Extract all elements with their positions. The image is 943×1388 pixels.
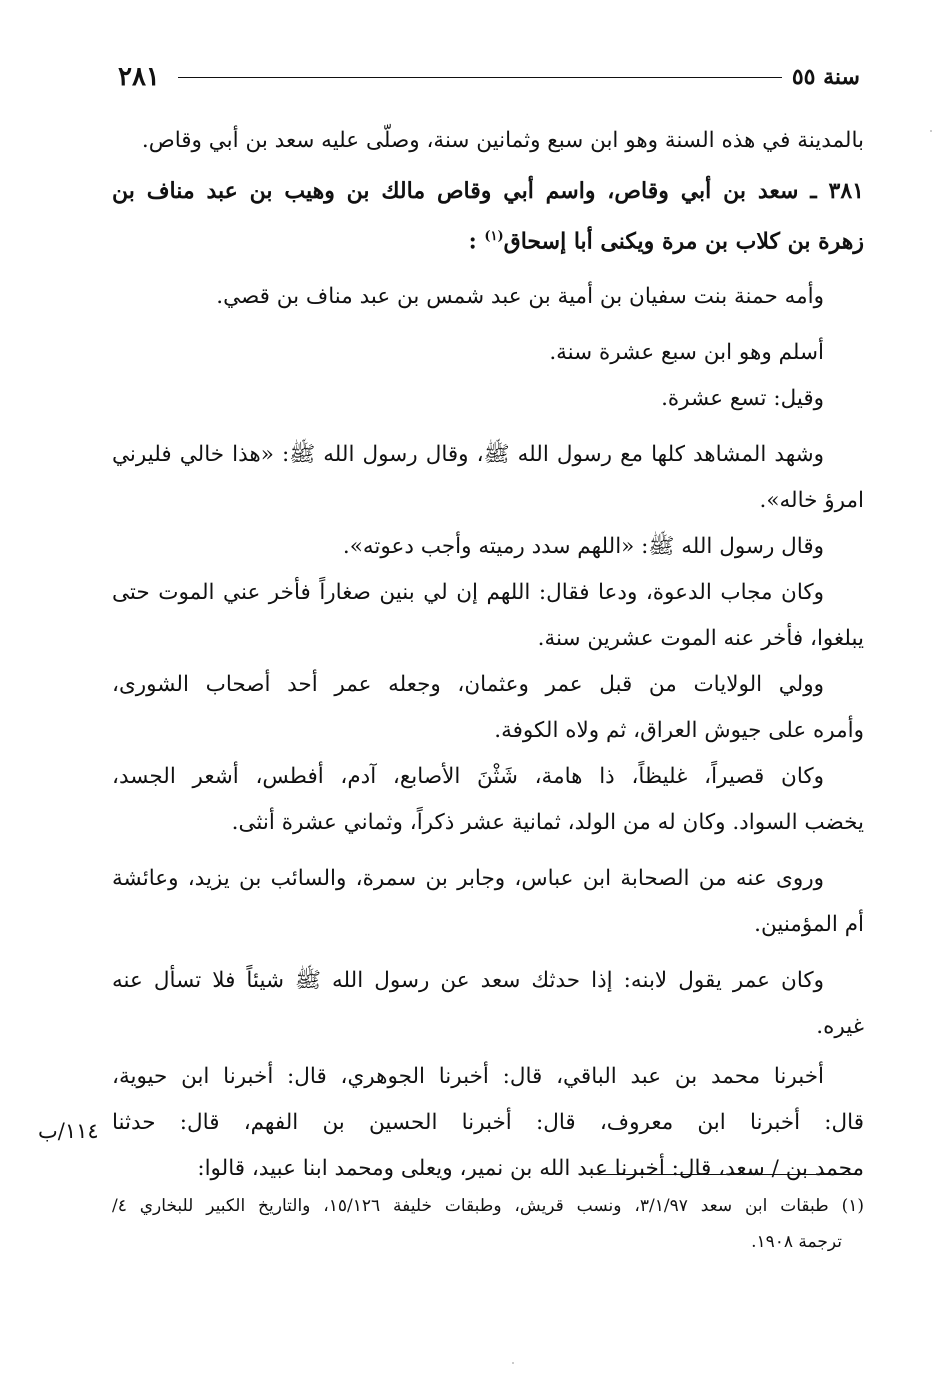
text-line: يبلغوا، فأخر عنه الموت عشرين سنة. <box>537 626 864 652</box>
text-line: وقال رسول الله ﷺ: «اللهم سدد رميته وأجب دعوته». <box>342 534 824 560</box>
text-line: وروى عنه من الصحابة ابن عباس، وجابر بن سمرة، والسائب بن يزيد، وعائشة <box>112 866 824 892</box>
scan-speck <box>512 1362 514 1364</box>
text-line: وكان عمر يقول لابنه: إذا حدثك سعد عن رسول الله ﷺ شيئاً فلا تسأل عنه <box>112 968 824 994</box>
footnote-reference: (١) <box>484 229 504 244</box>
text-line: غيره. <box>816 1014 864 1040</box>
text-line: بالمدينة في هذه السنة وهو ابن سبع وثمانين سنة، وصلّى عليه سعد بن أبي وقاص. <box>141 128 864 153</box>
text-line: وأمره على جيوش العراق، ثم ولاه الكوفة. <box>494 718 864 744</box>
header-rule <box>178 77 782 78</box>
text-line: محمد بن / سعد، قال: أخبرنا عبد الله بن نمير، ويعلى ومحمد ابنا عبيد، قالوا: <box>197 1156 864 1182</box>
text-line: وشهد المشاهد كلها مع رسول الله ﷺ، وقال رسول الله ﷺ: «هذا خالي فليرني <box>112 442 824 468</box>
text-line: وولي الولايات من قبل عمر وعثمان، وجعله عمر أحد أصحاب الشورى، <box>112 672 824 698</box>
running-head: سنة ٥٥ <box>791 64 860 90</box>
footnote-line: (١) طبقات ابن سعد ٣/١/٩٧، ونسب قريش، وطبقات خليفة ١٥/١٢٦، والتاريخ الكبير للبخاري ٤/ <box>112 1196 864 1216</box>
text-line: وأمه حمنة بنت سفيان بن أمية بن عبد شمس بن عبد مناف بن قصي. <box>216 284 824 310</box>
text-line: أم المؤمنين. <box>754 912 864 938</box>
manuscript-folio-note: ١١٤/ب <box>38 1119 99 1143</box>
text-line: وكان مجاب الدعوة، ودعا فقال: اللهم إن لي بنين صغاراً فأخر عني الموت حتى <box>112 580 824 606</box>
footnote-rule <box>598 1174 860 1175</box>
page-header <box>118 62 860 98</box>
text-line: وقيل: تسع عشرة. <box>661 386 824 412</box>
text-line: امرؤ خاله». <box>759 488 864 514</box>
text-line: يخضب السواد. وكان له من الولد، ثمانية عشر ذكراً، وثماني عشرة أنثى. <box>231 810 864 836</box>
entry-heading-line: ٣٨١ ـ سعد بن أبي وقاص، واسم أبي وقاص مالك بن وهيب بن عبد مناف بن <box>112 178 864 204</box>
text-line: أخبرنا محمد بن عبد الباقي، قال: أخبرنا الجوهري، قال: أخبرنا ابن حيوية، <box>112 1064 824 1090</box>
footnotes <box>112 1188 864 1260</box>
scan-speck <box>930 130 932 132</box>
page-number: ٢٨١ <box>118 62 160 92</box>
entry-heading-line: زهرة بن كلاب بن مرة ويكنى أبا إسحاق$^{(١)}$ : <box>468 228 864 255</box>
text-line: قال: أخبرنا ابن معروف، قال: أخبرنا الحسين بن الفهم، قال: حدثنا <box>112 1110 864 1136</box>
text-line: أسلم وهو ابن سبع عشرة سنة. <box>549 340 824 366</box>
text-line: وكان قصيراً، غليظاً، ذا هامة، شَثْنَ الأصابع، آدم، أفطس، أشعر الجسد، <box>112 764 824 790</box>
footnote-line: ترجمة ١٩٠٨. <box>751 1232 842 1252</box>
main-text <box>112 118 864 1192</box>
